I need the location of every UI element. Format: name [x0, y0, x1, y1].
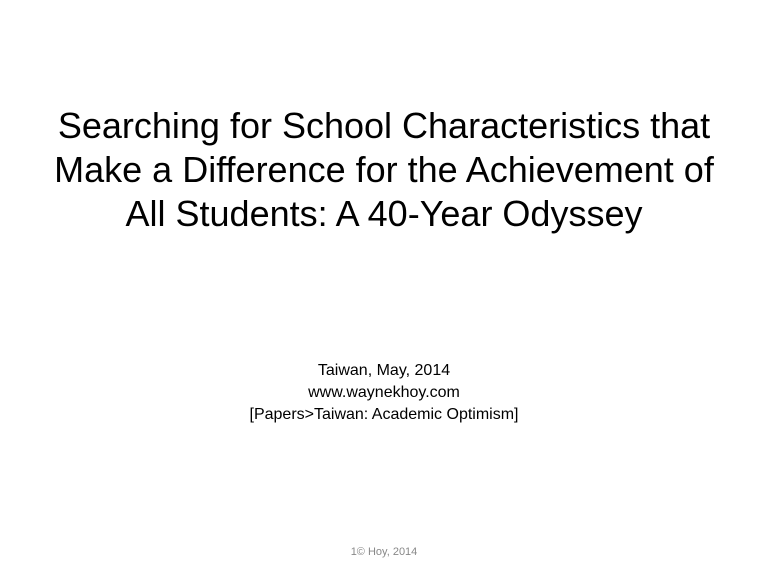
title-line-1: Searching for School Characteristics that [57, 105, 711, 146]
title-line-2: Make a Difference for the Achievement of [54, 149, 714, 190]
slide-footer: 1© Hoy, 2014 [350, 546, 418, 558]
slide-title [40, 104, 728, 236]
title-line-3: All Students: A 40-Year Odyssey [125, 193, 643, 234]
slide-subtitle [100, 360, 668, 426]
subtitle-location-date: Taiwan, May, 2014 [317, 362, 451, 379]
subtitle-website: www.waynekhoy.com [308, 384, 460, 401]
subtitle-paper-path: [Papers>Taiwan: Academic Optimism] [249, 406, 519, 423]
